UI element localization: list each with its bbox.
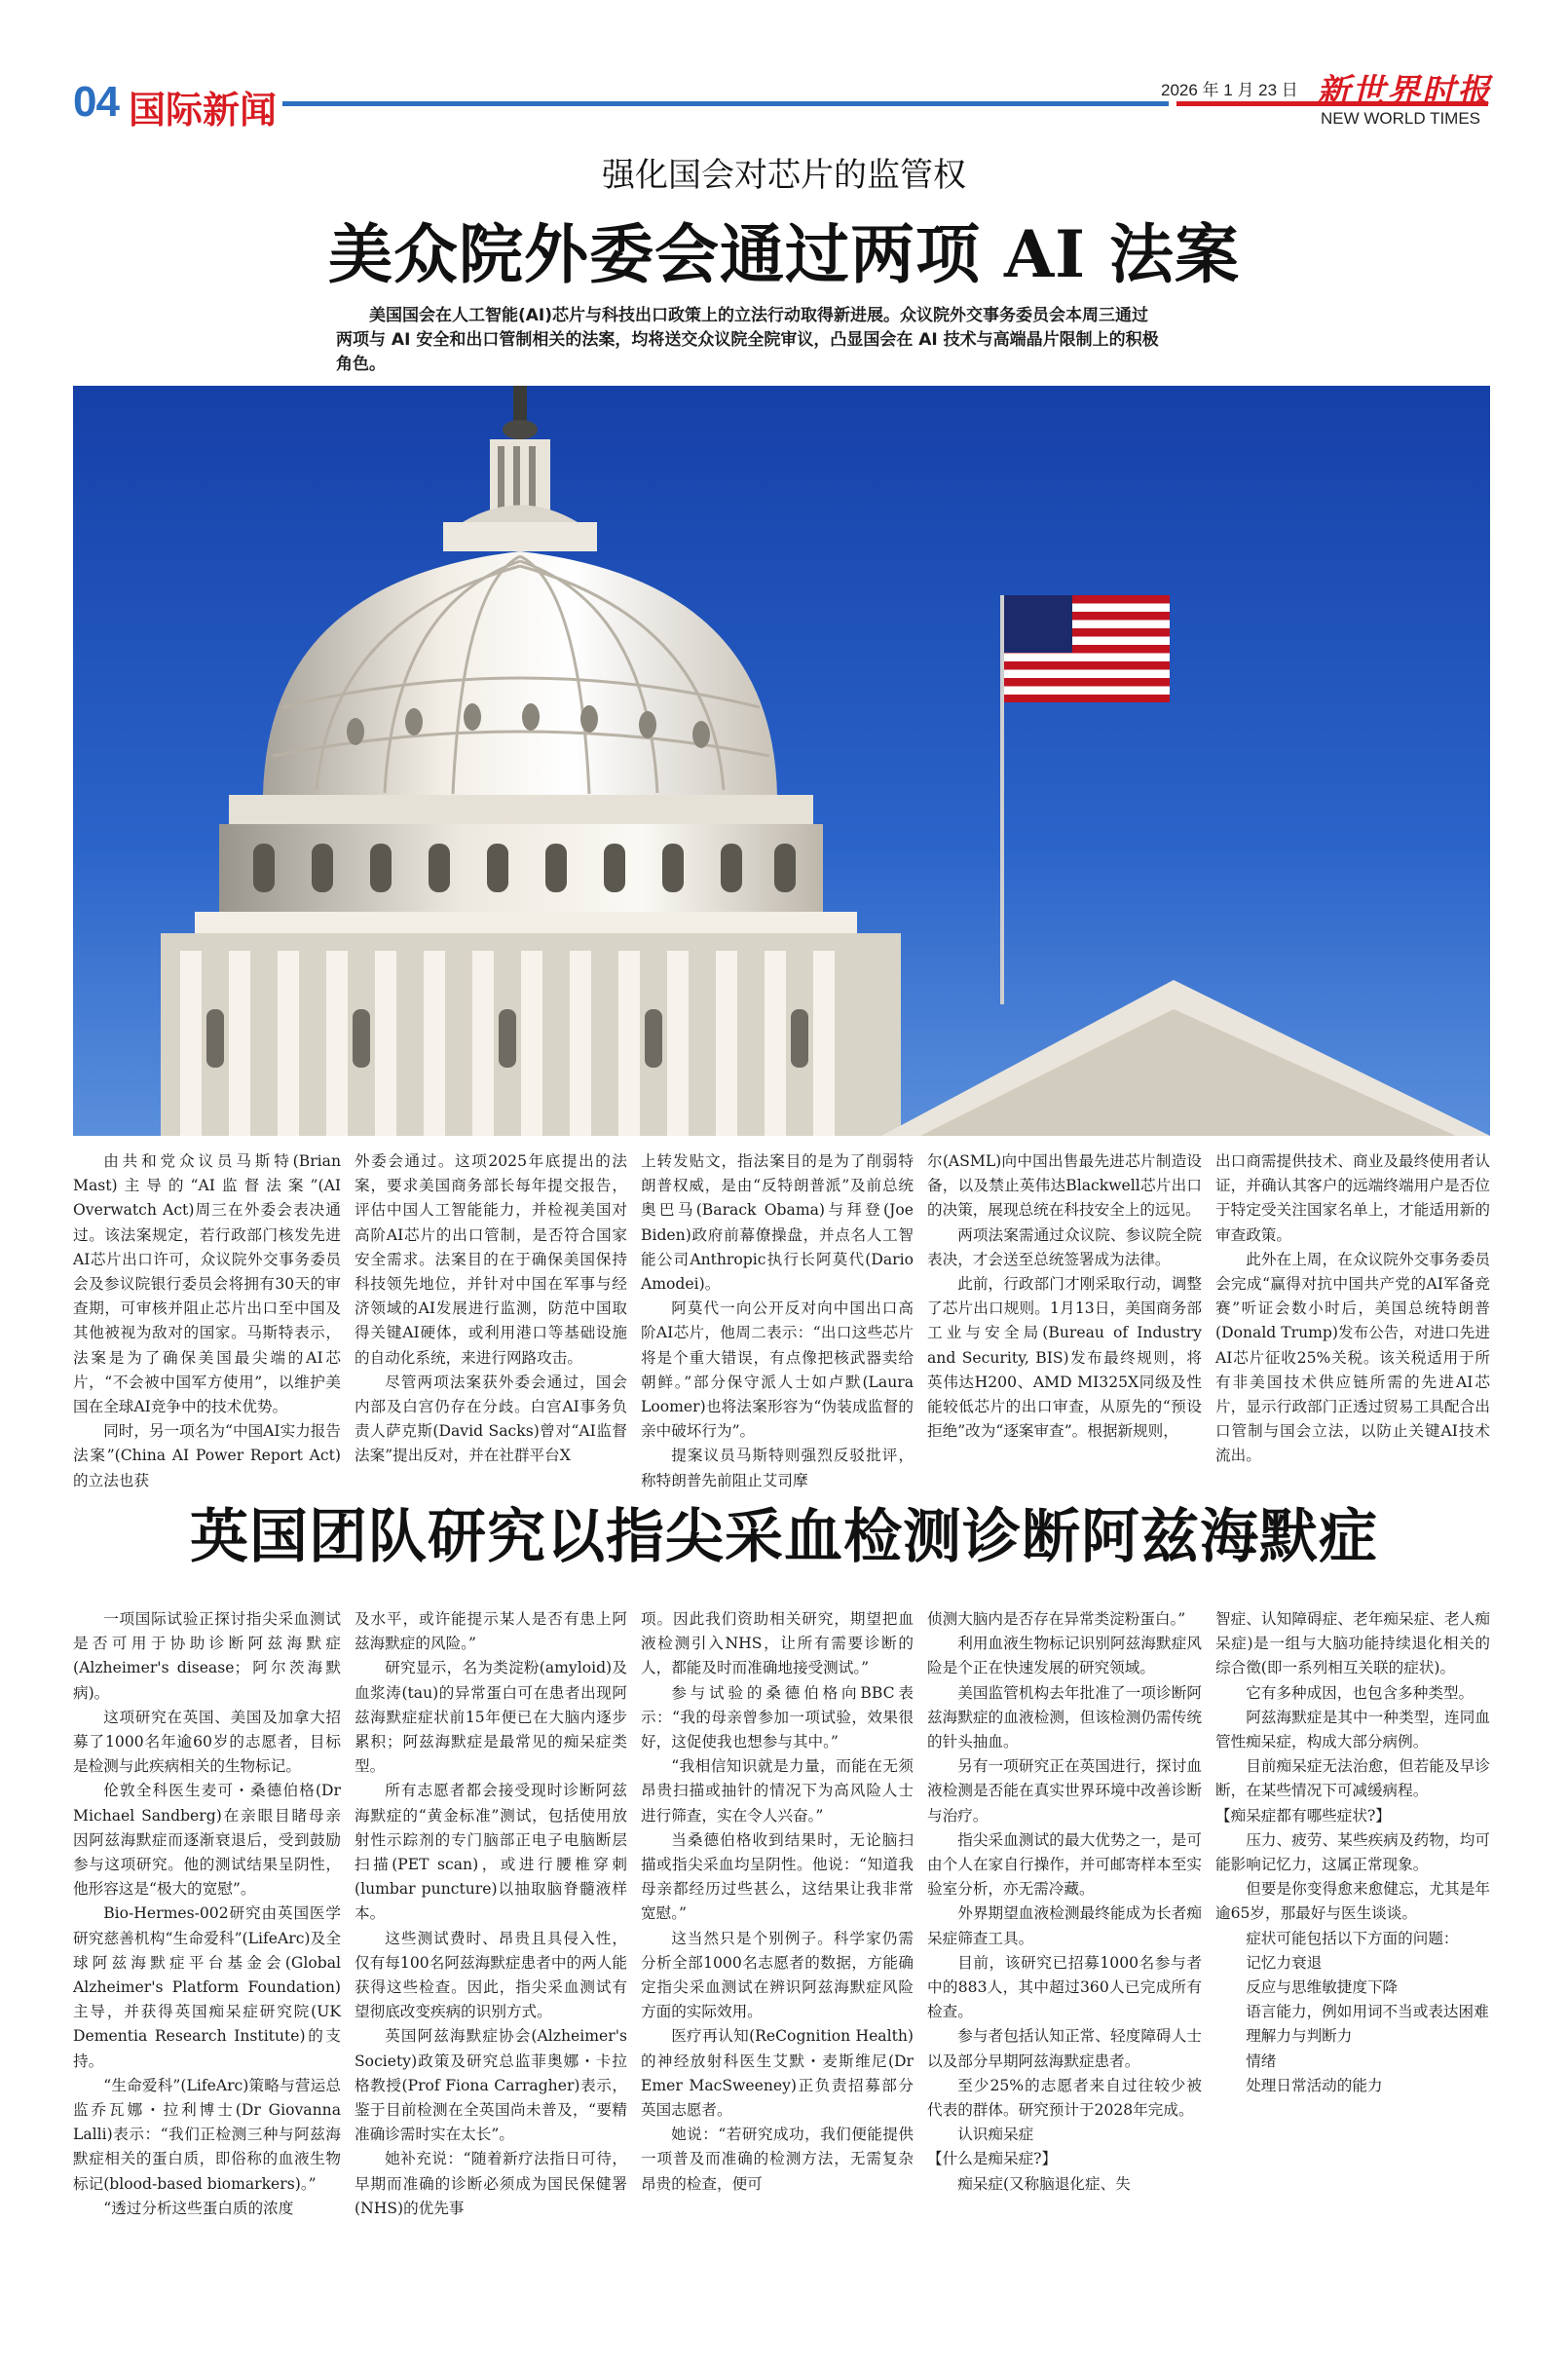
capitol-illustration <box>73 386 1490 1136</box>
paragraph: 同时，另一项名为“中国AI实力报告法案”(China AI Power Report Act)的立法也获 <box>73 1422 341 1489</box>
paper-name-en: NEW WORLD TIMES <box>1321 109 1481 128</box>
paragraph: 目前痴呆症无法治愈，但若能及早诊断，在某些情况下可减缓病程。 <box>1215 1757 1490 1800</box>
paragraph: 症状可能包括以下方面的问题： <box>1246 1929 1459 1947</box>
paragraph: 提案议员马斯特则强烈反驳批评，称特朗普先前阻止艾司摩 <box>641 1447 914 1489</box>
paragraph: 所有志愿者都会接受现时诊断阿兹海默症的“黄金标准”测试，包括使用放射性示踪剂的专门脑部正电子电脑断层扫描(PET scan)，或进行腰椎穿刺(lumbar puncture)以抽取脑脊髓液样本。 <box>355 1782 627 1923</box>
article2-column-4 <box>927 1607 1202 2197</box>
issue-date: 2026 年 1 月 23 日 <box>1161 81 1298 99</box>
paragraph: 尔(ASML)向中国出售最先进芯片制造设备，以及禁止英伟达Blackwell芯片出口的决策，展现总统在科技安全上的远见。 <box>927 1152 1202 1220</box>
symptom-item: 处理日常活动的能力 <box>1246 2076 1383 2094</box>
symptom-item: 反应与思维敏捷度下降 <box>1246 1978 1399 1997</box>
paragraph: 智症、认知障碍症、老年痴呆症、老人痴呆症)是一组与大脑功能持续退化相关的综合徵(即一系列相互关联的症状)。 <box>1215 1610 1490 1677</box>
paragraph: 医疗再认知(ReCognition Health)的神经放射科医生艾默・麦斯维尼(Dr Emer MacSweeney)正负责招募部分英国志愿者。 <box>641 2027 914 2120</box>
paragraph: 痴呆症(又称脑退化症、失 <box>957 2174 1131 2193</box>
paper-name-cn: 新世界时报 <box>1317 72 1492 111</box>
paragraph: 但要是你变得愈来愈健忘，尤其是年逾65岁，那最好与医生谈谈。 <box>1215 1880 1490 1923</box>
article1-column-5 <box>1215 1149 1490 1469</box>
box-heading: 认识痴呆症 <box>957 2126 1034 2144</box>
paragraph: “我相信知识就是力量，而能在无须昂贵扫描或抽针的情况下为高风险人士进行筛查，实在令人兴奋。” <box>641 1757 914 1825</box>
article2-column-3 <box>641 1607 914 2197</box>
section-name: 国际新闻 <box>129 89 278 132</box>
paragraph: 参与试验的桑德伯格向BBC表示：“我的母亲曾参加一项试验，效果很好，这促使我也想参与其中。” <box>641 1683 914 1751</box>
paragraph: 及水平，或许能提示某人是否有患上阿兹海默症的风险。” <box>355 1610 627 1653</box>
paragraph: “透过分析这些蛋白质的浓度 <box>103 2199 294 2217</box>
article1-column-2 <box>355 1149 627 1469</box>
article1-lede: 美国国会在人工智能(AI)芯片与科技出口政策上的立法行动取得新进展。众议院外交事务委员会本周三通过两项与 AI 安全和出口管制相关的法案，均将送交众议院全院审议，凸显国会在 AI 技术与高端晶片限制上的积极角色。 <box>336 306 1159 374</box>
paragraph: 英国阿兹海默症协会(Alzheimer's Society)政策及研究总监菲奥娜・卡拉格教授(Prof Fiona Carragher)表示，鉴于目前检测在全英国尚未普及，“要精准确诊需时实在太长”。 <box>355 2027 627 2144</box>
capitol-dome-photo <box>73 386 1490 1136</box>
article2-column-2 <box>355 1607 627 2221</box>
paragraph: 这些测试费时、昂贵且具侵入性，仅有每100名阿兹海默症患者中的两人能获得这些检查。因此，指尖采血测试有望彻底改变疾病的识别方式。 <box>355 1929 627 2021</box>
box-subheading: 【什么是痴呆症?】 <box>927 2150 1058 2168</box>
paragraph: 压力、疲劳、某些疾病及药物，均可能影响记忆力，这属正常现象。 <box>1215 1830 1490 1874</box>
paragraph: 研究显示，名为类淀粉(amyloid)及血浆涛(tau)的异常蛋白可在患者出现阿兹海默症症状前15年便已在大脑内逐步累积；阿兹海默症是最常见的痴呆症类型。 <box>355 1659 627 1776</box>
article1-column-1 <box>73 1149 341 1493</box>
article1-column-3 <box>641 1149 914 1493</box>
paragraph: 一项国际试验正探讨指尖采血测试是否可用于协助诊断阿兹海默症(Alzheimer's disease；阿尔茨海默病)。 <box>73 1610 341 1702</box>
paragraph: 这当然只是个别例子。科学家仍需分析全部1000名志愿者的数据，方能确定指尖采血测试在辨识阿兹海默症风险方面的实际效用。 <box>641 1929 914 2021</box>
article2-column-5 <box>1215 1607 1490 2098</box>
paragraph: 外界期望血液检测最终能成为长者痴呆症筛查工具。 <box>927 1904 1202 1947</box>
symptom-item: 记忆力衰退 <box>1246 1953 1323 1972</box>
paragraph: 它有多种成因，也包含多种类型。 <box>1246 1683 1475 1702</box>
article2-headline: 英国团队研究以指尖采血检测诊断阿兹海默症 <box>190 1503 1378 1571</box>
section-number: 04 <box>73 78 119 126</box>
paragraph: 阿兹海默症是其中一种类型，连同血管性痴呆症，构成大部分病例。 <box>1215 1708 1490 1751</box>
paragraph: 由共和党众议员马斯特(Brian Mast)主导的“AI监督法案”(AI Overwatch Act)周三在外委会表决通过。该法案规定，若行政部门核发先进AI芯片出口许可，众议院外交事务委员会及参议院银行委员会将拥有30天的审查期，可审核并阻止芯片出口至中国及其他被视为敌对的国家。马斯特表示，法案是为了确保美国最尖端的AI芯片，“不会被中国军方使用”，以维护美国在全球AI竞争中的技术优势。 <box>73 1152 341 1416</box>
paragraph: 此外在上周，在众议院外交事务委员会完成“赢得对抗中国共产党的AI军备竞赛”听证会数小时后，美国总统特朗普(Donald Trump)发布公告，对进口先进AI芯片征收25%关税。该关税适用于所有非美国技术供应链所需的先进AI芯片，显示行政部门正透过贸易工具配合出口管制与国会立法，以防止关键AI技术流出。 <box>1215 1250 1490 1465</box>
symptom-item: 语言能力，例如用词不当或表达困难 <box>1246 2003 1489 2021</box>
article1-subheadline: 强化国会对芯片的监管权 <box>602 156 966 195</box>
paragraph: 两项法案需通过众议院、参议院全院表决，才会送至总统签署成为法律。 <box>927 1225 1202 1268</box>
article1-headline: 美众院外委会通过两项 AI 法案 <box>327 216 1241 292</box>
paragraph: 上转发贴文，指法案目的是为了削弱特朗普权威，是由“反特朗普派”及前总统奥巴马(Barack Obama)与拜登(Joe Biden)政府前幕僚操盘，并点名人工智能公司Anthropic执行长阿莫代(Dario Amodei)。 <box>641 1152 914 1294</box>
paragraph: 侦测大脑内是否存在异常类淀粉蛋白。” <box>927 1610 1186 1628</box>
paragraph: 利用血液生物标记识别阿兹海默症风险是个正在快速发展的研究领域。 <box>927 1635 1202 1677</box>
paragraph: 美国监管机构去年批准了一项诊断阿兹海默症的血液检测，但该检测仍需传统的针头抽血。 <box>927 1683 1202 1751</box>
box-subheading: 【痴呆症都有哪些症状?】 <box>1215 1806 1391 1825</box>
symptom-item: 理解力与判断力 <box>1246 2027 1353 2046</box>
paragraph: 她补充说：“随着新疗法指日可待，早期而准确的诊断必须成为国民保健署(NHS)的优先事 <box>355 2150 627 2217</box>
paragraph: 此前，行政部门才刚采取行动，调整了芯片出口规则。1月13日，美国商务部工业与安全局(Bureau of Industry and Security, BIS)发布最终规则，将英伟达H200、AMD MI325X同级及性能较低芯片的出口审查，从原先的“预设拒绝”改为“逐案审查”。根据新规则， <box>927 1275 1202 1441</box>
paragraph: 外委会通过。这项2025年底提出的法案，要求美国商务部长每年提交报告，评估中国人工智能能力，并检视美国对高阶AI芯片的出口管制，是否符合国家安全需求。法案目的在于确保美国保持科技领先地位，并针对中国在军事与经济领域的AI发展进行监测，防范中国取得关键AI硬体，或利用港口等基础设施的自动化系统，来进行网路攻击。 <box>355 1152 627 1367</box>
paragraph: 尽管两项法案获外委会通过，国会内部及白宫仍存在分歧。白宫AI事务负责人萨克斯(David Sacks)曾对“AI监督法案”提出反对，并在社群平台X <box>355 1373 627 1465</box>
article1-column-4 <box>927 1149 1202 1444</box>
paragraph: 参与者包括认知正常、轻度障碍人士以及部分早期阿兹海默症患者。 <box>927 2027 1202 2070</box>
paragraph: 阿莫代一向公开反对向中国出口高阶AI芯片，他周二表示：“出口这些芯片将是个重大错误，有点像把核武器卖给朝鲜。”部分保守派人士如卢默(Laura Loomer)也将法案形容为“伪装成监督的亲中破坏行为”。 <box>641 1299 914 1441</box>
paragraph: 伦敦全科医生麦可・桑德伯格(Dr Michael Sandberg)在亲眼目睹母亲因阿兹海默症而逐渐衰退后，受到鼓励参与这项研究。他的测试结果呈阴性，他形容这是“极大的宽慰”。 <box>73 1782 341 1899</box>
paragraph: 当桑德伯格收到结果时，无论脑扫描或指尖采血均呈阴性。他说：“知道我母亲都经历过些甚么，这结果让我非常宽慰。” <box>641 1830 914 1923</box>
paragraph: 至少25%的志愿者来自过往较少被代表的群体。研究预计于2028年完成。 <box>927 2076 1202 2120</box>
paragraph: 这项研究在英国、美国及加拿大招募了1000名年逾60岁的志愿者，目标是检测与此疾病相关的生物标记。 <box>73 1708 341 1776</box>
paragraph: Bio-Hermes-002研究由英国医学研究慈善机构“生命爱科”(LifeArc)及全球阿兹海默症平台基金会(Global Alzheimer's Platform Foundation)主导，并获得英国痴呆症研究院(UK Dementia Research Institute)的支持。 <box>73 1904 341 2070</box>
paragraph: 另有一项研究正在英国进行，探讨血液检测是否能在真实世界环境中改善诊断与治疗。 <box>927 1757 1202 1825</box>
masthead-rule-blue <box>282 101 1169 106</box>
paragraph: 项。因此我们资助相关研究，期望把血液检测引入NHS，让所有需要诊断的人，都能及时而准确地接受测试。” <box>641 1610 914 1677</box>
american-flag-icon <box>1004 595 1170 702</box>
paragraph: 出口商需提供技术、商业及最终使用者认证，并确认其客户的远端终端用户是否位于特定受关注国家名单上，才能适用新的审查政策。 <box>1215 1152 1490 1244</box>
paragraph: 她说：“若研究成功，我们便能提供一项普及而准确的检测方法，无需复杂昂贵的检查，便可 <box>641 2126 914 2193</box>
paragraph: “生命爱科”(LifeArc)策略与营运总监乔瓦娜・拉利博士(Dr Giovanna Lalli)表示：“我们正检测三种与阿兹海默症相关的蛋白质，即俗称的血液生物标记(blood-based biomarkers)。” <box>73 2076 341 2193</box>
symptom-item: 情绪 <box>1246 2052 1277 2070</box>
article2-column-1 <box>73 1607 341 2221</box>
paragraph: 目前，该研究已招募1000名参与者中的883人，其中超过360人已完成所有检查。 <box>927 1953 1202 2021</box>
paragraph: 指尖采血测试的最大优势之一，是可由个人在家自行操作，并可邮寄样本至实验室分析，亦无需冷藏。 <box>927 1830 1202 1899</box>
